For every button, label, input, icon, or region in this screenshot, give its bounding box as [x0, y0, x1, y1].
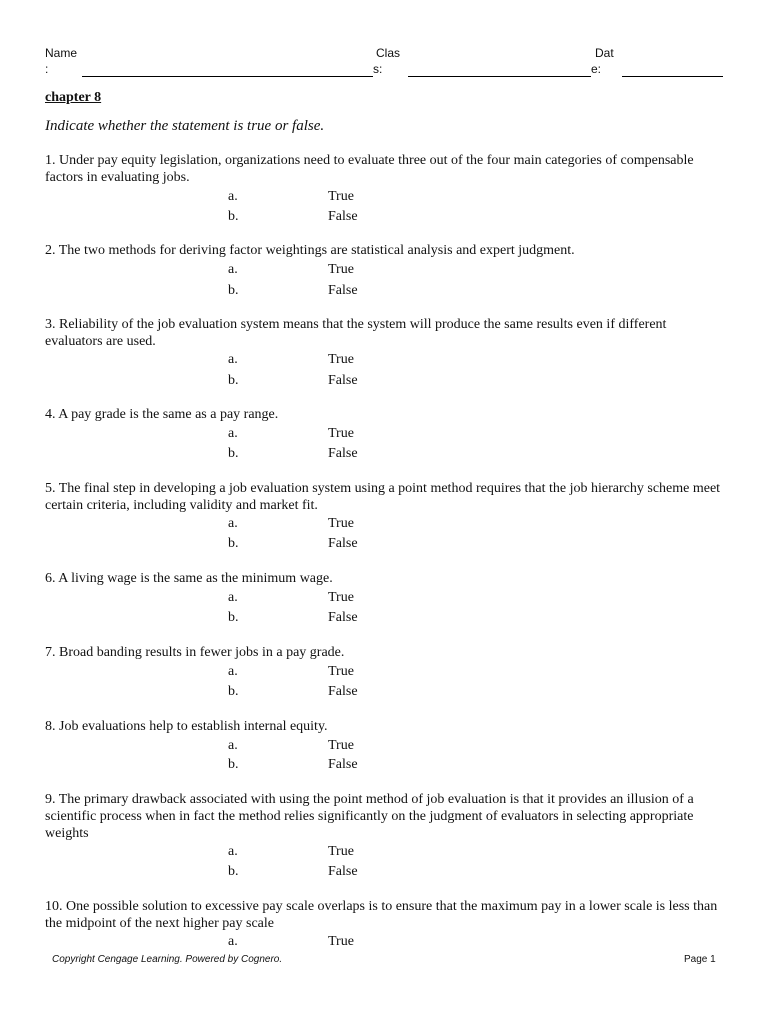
option-letter-b: b. — [228, 373, 239, 388]
q9-option-false[interactable]: False — [328, 864, 358, 879]
q8-option-false[interactable]: False — [328, 757, 358, 772]
option-letter-b: b. — [228, 684, 239, 699]
question-3: 3. Reliability of the job evaluation system means that the system will produce the same results even if different evaluators are used. — [45, 317, 667, 349]
date-field-line[interactable] — [622, 76, 723, 77]
option-letter-a: a. — [228, 934, 238, 949]
question-10: 10. One possible solution to excessive pay scale overlaps is to ensure that the maximum pay in a lower scale is less than the midpoint of the next higher pay scale — [45, 899, 718, 931]
question-1: 1. Under pay equity legislation, organizations need to evaluate three out of the four main categories of compensable factors in evaluating jobs. — [45, 153, 694, 185]
option-letter-a: a. — [228, 352, 238, 367]
q9-option-true[interactable]: True — [328, 844, 354, 859]
name-label-colon: : — [45, 62, 49, 76]
class-field-line[interactable] — [408, 76, 591, 77]
q4-option-false[interactable]: False — [328, 446, 358, 461]
class-label: Clas — [376, 46, 401, 60]
question-2: 2. The two methods for deriving factor weightings are statistical analysis and expert judgment. — [45, 243, 575, 258]
question-5: 5. The final step in developing a job evaluation system using a point method requires that the job hierarchy scheme meet certain criteria, including validity and market fit. — [45, 481, 721, 513]
option-letter-b: b. — [228, 446, 239, 461]
copyright-footer: Copyright Cengage Learning. Powered by Cognero. — [52, 954, 283, 965]
page-number: Page 1 — [684, 954, 716, 965]
q8-option-true[interactable]: True — [328, 738, 354, 753]
option-letter-a: a. — [228, 664, 238, 679]
option-letter-b: b. — [228, 209, 239, 224]
name-label: Name — [45, 46, 78, 60]
class-label-suffix: s: — [373, 62, 383, 76]
q6-option-false[interactable]: False — [328, 610, 358, 625]
q1-option-false[interactable]: False — [328, 209, 358, 224]
option-letter-a: a. — [228, 738, 238, 753]
question-9: 9. The primary drawback associated with using the point method of job evaluation is that it provides an illusion of a scientific process when in fact the method relies significantly on the judgment of evaluators in selecting appropriate weights — [45, 792, 694, 841]
option-letter-b: b. — [228, 283, 239, 298]
chapter-title: chapter 8 — [45, 90, 102, 105]
option-letter-a: a. — [228, 262, 238, 277]
q4-option-true[interactable]: True — [328, 426, 354, 441]
date-label: Dat — [595, 46, 614, 60]
q1-option-true[interactable]: True — [328, 189, 354, 204]
instruction-text: Indicate whether the statement is true or false. — [45, 118, 325, 134]
option-letter-b: b. — [228, 864, 239, 879]
q10-option-true[interactable]: True — [328, 934, 354, 949]
q5-option-false[interactable]: False — [328, 536, 358, 551]
q7-option-true[interactable]: True — [328, 664, 354, 679]
question-7: 7. Broad banding results in fewer jobs in a pay grade. — [45, 645, 345, 660]
q3-option-true[interactable]: True — [328, 352, 354, 367]
option-letter-a: a. — [228, 590, 238, 605]
option-letter-b: b. — [228, 536, 239, 551]
question-8: 8. Job evaluations help to establish internal equity. — [45, 719, 328, 734]
question-6: 6. A living wage is the same as the minimum wage. — [45, 571, 333, 586]
option-letter-a: a. — [228, 189, 238, 204]
question-4: 4. A pay grade is the same as a pay range. — [45, 407, 279, 422]
name-field-line[interactable] — [82, 76, 373, 77]
q7-option-false[interactable]: False — [328, 684, 358, 699]
option-letter-b: b. — [228, 757, 239, 772]
date-label-suffix: e: — [591, 62, 602, 76]
q5-option-true[interactable]: True — [328, 516, 354, 531]
option-letter-b: b. — [228, 610, 239, 625]
option-letter-a: a. — [228, 516, 238, 531]
q6-option-true[interactable]: True — [328, 590, 354, 605]
q3-option-false[interactable]: False — [328, 373, 358, 388]
option-letter-a: a. — [228, 844, 238, 859]
q2-option-true[interactable]: True — [328, 262, 354, 277]
option-letter-a: a. — [228, 426, 238, 441]
q2-option-false[interactable]: False — [328, 283, 358, 298]
